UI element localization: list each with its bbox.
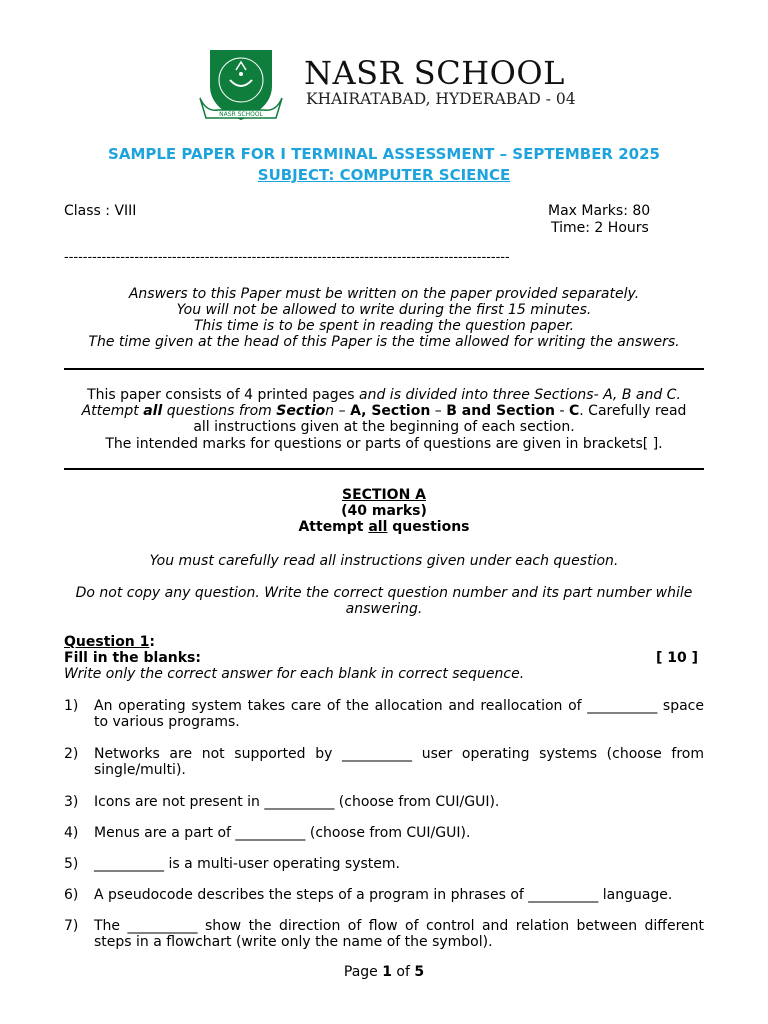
instruction-line-1: Answers to this Paper must be written on the paper provided separately. <box>128 286 640 302</box>
school-address: KHAIRATABAD, HYDERABAD - 04 <box>306 90 576 108</box>
school-header <box>0 42 768 122</box>
paper-title: SAMPLE PAPER FOR I TERMINAL ASSESSMENT – SEPTEMBER 2025 <box>108 145 660 163</box>
school-crest-icon <box>196 46 286 124</box>
school-name: NASR SCHOOL <box>304 54 565 92</box>
question-instruction: Write only the correct answer for each blank in correct sequence. <box>64 666 525 682</box>
instruction-line-4: The time given at the head of this Paper is the time allowed for writing the answers. <box>88 334 680 350</box>
dashed-divider: ----------------------------------------------------------------------------------------------- <box>64 250 510 265</box>
question-marks: [ 10 ] <box>656 650 699 666</box>
question-label: Question 1: <box>64 634 155 650</box>
max-marks: Max Marks: 80 <box>548 203 651 219</box>
class-label: Class : VIII <box>64 203 137 219</box>
paper-info-line-4: The intended marks for questions or parts of questions are given in brackets[ ]. <box>105 436 663 452</box>
divider-line <box>64 468 704 470</box>
section-marks: (40 marks) <box>341 503 427 519</box>
instruction-line-2: You will not be allowed to write during the first 15 minutes. <box>176 302 592 318</box>
paper-info-line-3: all instructions given at the beginning of each section. <box>193 419 575 435</box>
section-title: SECTION A <box>341 487 426 503</box>
section-note-2b: answering. <box>345 601 423 617</box>
time-allowed: Time: 2 Hours <box>551 220 649 236</box>
subject-title: SUBJECT: COMPUTER SCIENCE <box>257 166 511 184</box>
section-note-2a: Do not copy any question. Write the correct question number and its part number while <box>75 585 693 601</box>
question-heading: Fill in the blanks: <box>64 650 201 666</box>
section-attempt: Attempt all questions <box>298 519 470 535</box>
instruction-line-3: This time is to be spent in reading the question paper. <box>193 318 575 334</box>
section-note-1: You must carefully read all instructions given under each question. <box>149 553 619 569</box>
svg-text:NASR SCHOOL: NASR SCHOOL <box>219 111 263 118</box>
page-number: Page 1 of 5 <box>343 964 425 980</box>
divider-line <box>64 368 704 370</box>
paper-info-line-2: Attempt all questions from Section – A, Section – B and Section - C. Carefully read <box>81 403 687 419</box>
paper-info-line-1: This paper consists of 4 printed pages and is divided into three Sections- A, B and C. <box>87 387 681 403</box>
